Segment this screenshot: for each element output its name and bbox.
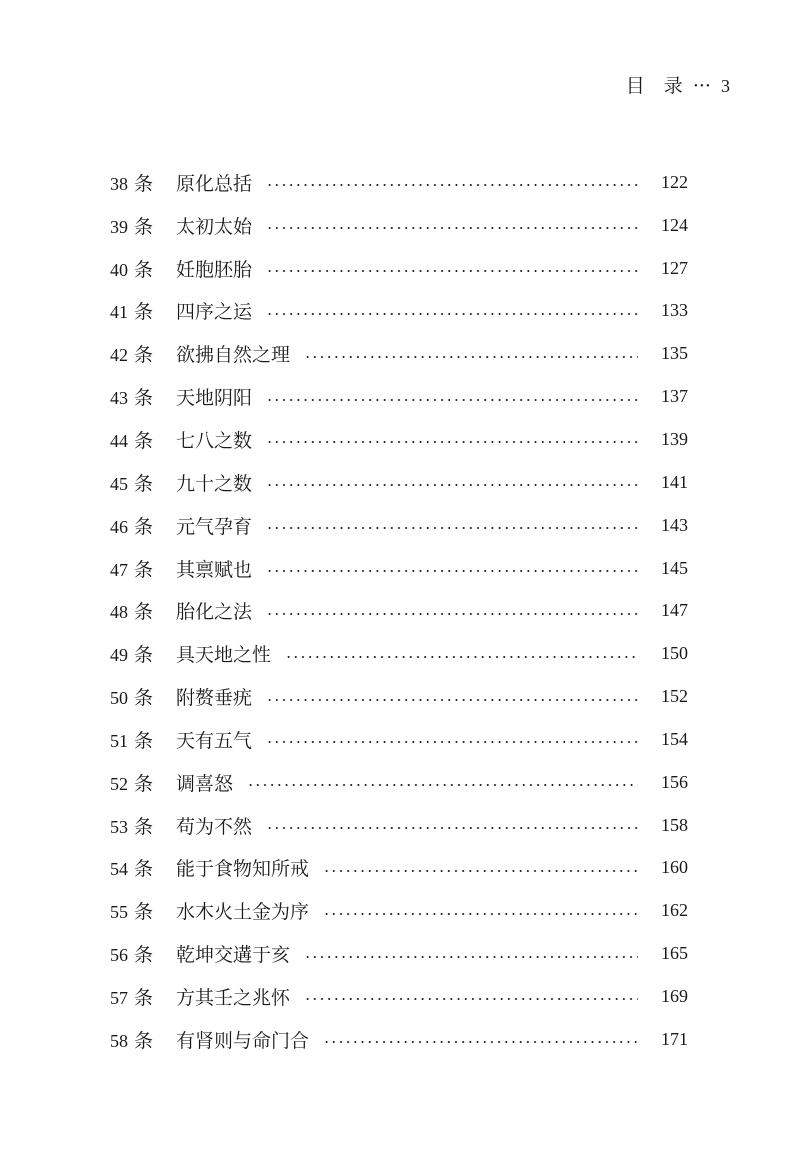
entry-number: 50 条 (110, 687, 154, 710)
entry-page-number: 124 (661, 214, 688, 235)
entry-title: 九十之数 (176, 472, 253, 495)
toc-entry[interactable] (110, 932, 688, 975)
toc-entry[interactable] (110, 418, 688, 461)
entry-page-number: 169 (661, 985, 688, 1006)
entry-page-number: 145 (661, 557, 688, 578)
entry-page-number: 150 (661, 643, 688, 664)
dot-leader (266, 570, 638, 572)
entry-title: 苟为不然 (176, 815, 253, 838)
entry-title: 乾坤交遘于亥 (176, 944, 291, 967)
entry-number: 43 条 (110, 387, 154, 410)
entry-page-number: 137 (661, 386, 688, 407)
dot-leader (285, 656, 638, 658)
dot-leader (304, 998, 638, 1000)
entry-page-number: 154 (661, 728, 688, 749)
toc-entry[interactable] (110, 247, 688, 290)
toc-entry[interactable] (110, 761, 688, 804)
entry-page-number: 127 (661, 257, 688, 278)
entry-page-number: 141 (661, 471, 688, 492)
entry-title: 调喜怒 (176, 772, 234, 795)
toc-entry[interactable] (110, 161, 688, 204)
dot-leader (323, 1041, 638, 1043)
entry-title: 附赘垂疣 (176, 687, 253, 710)
entry-page-number: 158 (661, 814, 688, 835)
entry-title: 方其壬之兆怀 (176, 986, 291, 1009)
entry-number: 40 条 (110, 258, 154, 281)
toc-entry[interactable] (110, 889, 688, 932)
entry-page-number: 156 (661, 771, 688, 792)
dot-leader (266, 227, 638, 229)
entry-number: 54 条 (110, 858, 154, 881)
toc-entry[interactable] (110, 847, 688, 890)
entry-number: 44 条 (110, 429, 154, 452)
dot-leader (323, 870, 638, 872)
toc-entry[interactable] (110, 504, 688, 547)
entry-title: 天有五气 (176, 729, 253, 752)
entry-number: 49 条 (110, 644, 154, 667)
dot-leader (266, 313, 638, 315)
toc-entry[interactable] (110, 290, 688, 333)
entry-number: 47 条 (110, 558, 154, 581)
entry-page-number: 135 (661, 343, 688, 364)
toc-entry[interactable] (110, 461, 688, 504)
entry-number: 39 条 (110, 215, 154, 238)
toc-entry[interactable] (110, 975, 688, 1018)
entry-title: 元气孕育 (176, 515, 253, 538)
entry-title: 胎化之法 (176, 601, 253, 624)
entry-title: 七八之数 (176, 429, 253, 452)
entry-title: 妊胞胚胎 (176, 258, 253, 281)
dot-leader (266, 184, 638, 186)
entry-title: 具天地之性 (176, 644, 272, 667)
toc-entry[interactable] (110, 1018, 688, 1061)
table-of-contents (110, 161, 688, 1061)
dot-leader (304, 956, 638, 958)
entry-number: 51 条 (110, 729, 154, 752)
toc-entry[interactable] (110, 804, 688, 847)
entry-page-number: 165 (661, 943, 688, 964)
dot-leader (266, 613, 638, 615)
header-separator: ··· (692, 75, 711, 97)
dot-leader (266, 827, 638, 829)
toc-entry[interactable] (110, 632, 688, 675)
entry-number: 41 条 (110, 301, 154, 324)
toc-entry[interactable] (110, 718, 688, 761)
entry-page-number: 147 (661, 600, 688, 621)
entry-title: 能于食物知所戒 (176, 858, 310, 881)
toc-entry[interactable] (110, 375, 688, 418)
entry-number: 38 条 (110, 172, 154, 195)
toc-entry[interactable] (110, 675, 688, 718)
entry-number: 52 条 (110, 772, 154, 795)
entry-number: 45 条 (110, 472, 154, 495)
dot-leader (247, 784, 638, 786)
dot-leader (266, 699, 638, 701)
entry-title: 四序之运 (176, 301, 253, 324)
toc-entry[interactable] (110, 547, 688, 590)
toc-entry[interactable] (110, 332, 688, 375)
entry-title: 其禀赋也 (176, 558, 253, 581)
entry-number: 42 条 (110, 344, 154, 367)
dot-leader (266, 399, 638, 401)
entry-number: 58 条 (110, 1029, 154, 1052)
entry-page-number: 162 (661, 900, 688, 921)
running-header (626, 74, 730, 98)
entry-title: 有肾则与命门合 (176, 1029, 310, 1052)
dot-leader (304, 356, 638, 358)
header-page-number: 3 (721, 76, 730, 96)
entry-page-number: 133 (661, 300, 688, 321)
entry-number: 57 条 (110, 986, 154, 1009)
dot-leader (266, 270, 638, 272)
entry-number: 53 条 (110, 815, 154, 838)
dot-leader (266, 484, 638, 486)
entry-page-number: 160 (661, 857, 688, 878)
entry-title: 天地阴阳 (176, 387, 253, 410)
entry-page-number: 171 (661, 1028, 688, 1049)
entry-title: 水木火土金为序 (176, 901, 310, 924)
entry-page-number: 122 (661, 171, 688, 192)
entry-number: 55 条 (110, 901, 154, 924)
entry-title: 太初太始 (176, 215, 253, 238)
entry-number: 46 条 (110, 515, 154, 538)
toc-entry[interactable] (110, 204, 688, 247)
dot-leader (323, 913, 638, 915)
dot-leader (266, 527, 638, 529)
dot-leader (266, 741, 638, 743)
entry-title: 欲拂自然之理 (176, 344, 291, 367)
entry-page-number: 152 (661, 686, 688, 707)
entry-number: 48 条 (110, 601, 154, 624)
header-title: 目 录 (625, 75, 683, 97)
entry-title: 原化总括 (176, 172, 253, 195)
dot-leader (266, 441, 638, 443)
toc-entry[interactable] (110, 589, 688, 632)
entry-number: 56 条 (110, 944, 154, 967)
entry-page-number: 139 (661, 428, 688, 449)
entry-page-number: 143 (661, 514, 688, 535)
